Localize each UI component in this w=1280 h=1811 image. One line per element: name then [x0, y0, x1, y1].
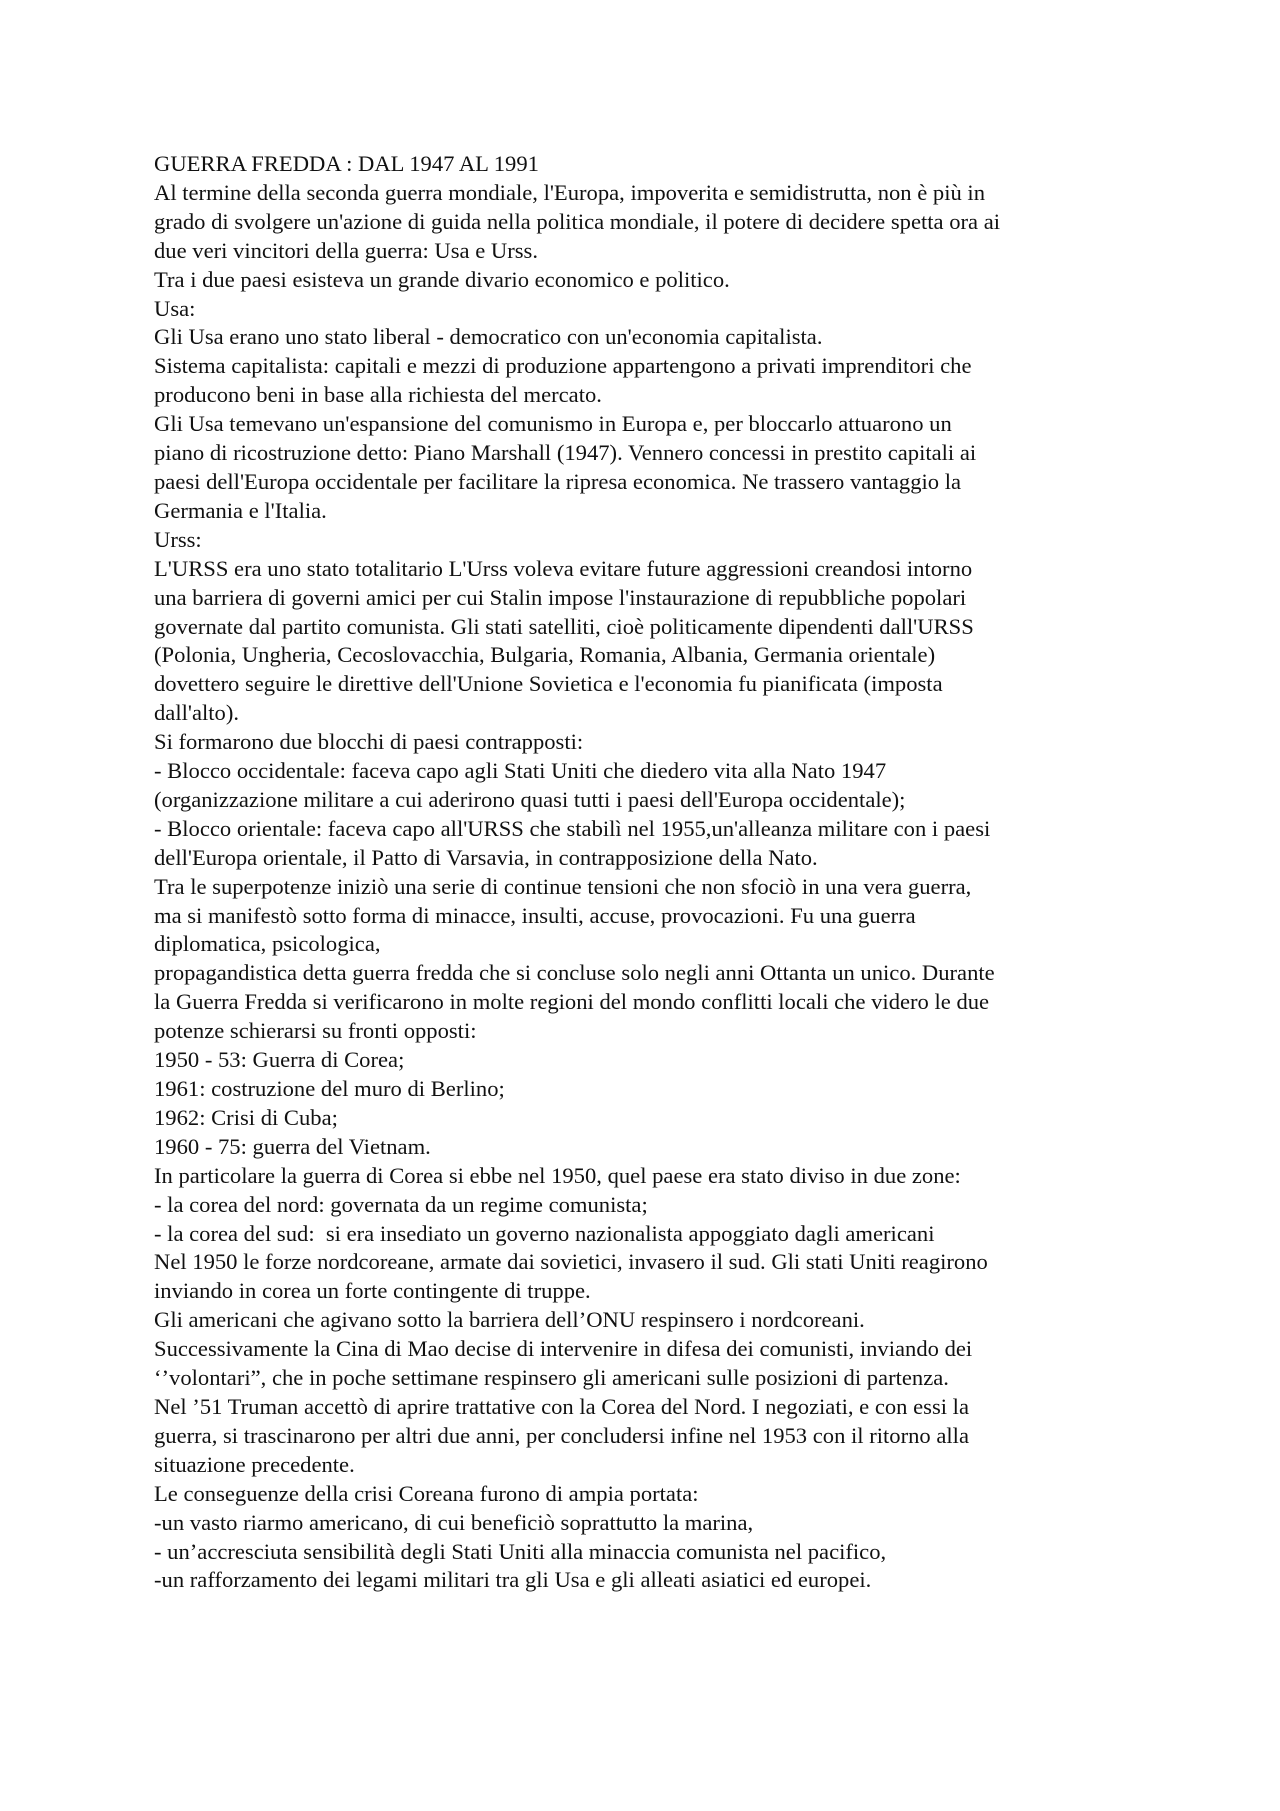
- text-line: Nel 1950 le forze nordcoreane, armate dai sovietici, invasero il sud. Gli stati Uniti reagirono: [154, 1249, 988, 1275]
- text-line: Nel ’51 Truman accettò di aprire trattative con la Corea del Nord. I negoziati, e con essi la: [154, 1393, 969, 1419]
- text-line: - la corea del nord: governata da un regime comunista;: [154, 1191, 648, 1217]
- text-line: - un’accresciuta sensibilità degli Stati Uniti alla minaccia comunista nel pacifico,: [154, 1538, 887, 1564]
- text-line: - Blocco orientale: faceva capo all'URSS che stabilì nel 1955,un'alleanza militare con i paesi: [154, 815, 991, 841]
- text-line: una barriera di governi amici per cui Stalin impose l'instaurazione di repubbliche popolari: [154, 584, 967, 610]
- text-line: Si formarono due blocchi di paesi contrapposti:: [154, 729, 584, 755]
- text-line: guerra, si trascinarono per altri due anni, per concludersi infine nel 1953 con il ritorno alla: [154, 1422, 969, 1448]
- text-line: (Polonia, Ungheria, Cecoslovacchia, Bulgaria, Romania, Albania, Germania orientale): [154, 642, 936, 668]
- text-line: la Guerra Fredda si verificarono in molte regioni del mondo conflitti locali che videro le due: [154, 989, 990, 1015]
- document-text-lines: [154, 179, 1144, 1595]
- text-line: potenze schierarsi su fronti opposti:: [154, 1018, 477, 1044]
- text-line: propagandistica detta guerra fredda che si concluse solo negli anni Ottanta un unico. Durante: [154, 960, 995, 986]
- text-line: due veri vincitori della guerra: Usa e Urss.: [154, 237, 538, 263]
- text-line: Gli Usa temevano un'espansione del comunismo in Europa e, per bloccarlo attuarono un: [154, 411, 952, 437]
- text-line: situazione precedente.: [154, 1451, 355, 1477]
- text-line: producono beni in base alla richiesta del mercato.: [154, 382, 602, 408]
- text-line: Sistema capitalista: capitali e mezzi di produzione appartengono a privati imprenditori che: [154, 353, 972, 379]
- text-line: 1961: costruzione del muro di Berlino;: [154, 1076, 505, 1101]
- text-line: Tra i due paesi esisteva un grande divario economico e politico.: [154, 266, 730, 292]
- text-line: ma si manifestò sotto forma di minacce, insulti, accuse, provocazioni. Fu una guerra: [154, 902, 916, 928]
- text-line: Le conseguenze della crisi Coreana furono di ampia portata:: [154, 1480, 699, 1506]
- text-line: 1962: Crisi di Cuba;: [154, 1104, 338, 1130]
- text-line: Urss:: [154, 526, 202, 552]
- text-line: - la corea del sud: si era insediato un governo nazionalista appoggiato dagli americani: [154, 1220, 935, 1246]
- text-line: governate dal partito comunista. Gli stati satelliti, cioè politicamente dipendenti dall'URSS: [154, 613, 974, 639]
- document-body: [154, 150, 1144, 1595]
- text-line: -un rafforzamento dei legami militari tra gli Usa e gli alleati asiatici ed europei.: [154, 1567, 872, 1593]
- text-line: dovettero seguire le direttive dell'Unione Sovietica e l'economia fu pianificata (imposta: [154, 671, 943, 697]
- text-line: dell'Europa orientale, il Patto di Varsavia, in contrapposizione della Nato.: [154, 844, 818, 870]
- text-line: Tra le superpotenze iniziò una serie di continue tensioni che non sfociò in una vera guerra,: [154, 873, 972, 899]
- text-line: Gli Usa erano uno stato liberal - democratico con un'economia capitalista.: [154, 324, 823, 350]
- text-line: inviando in corea un forte contingente di truppe.: [154, 1278, 591, 1304]
- text-line: paesi dell'Europa occidentale per facilitare la ripresa economica. Ne trassero vantaggio la: [154, 468, 962, 494]
- text-line: -un vasto riarmo americano, di cui beneficiò soprattutto la marina,: [154, 1509, 754, 1535]
- text-line: 1950 - 53: Guerra di Corea;: [154, 1047, 405, 1073]
- text-line: L'URSS era uno stato totalitario L'Urss voleva evitare future aggressioni creandosi intorno: [154, 555, 973, 581]
- text-line: Gli americani che agivano sotto la barriera dell’ONU respinsero i nordcoreani.: [154, 1307, 865, 1333]
- text-line: grado di svolgere un'azione di guida nella politica mondiale, il potere di decidere spetta ora ai: [154, 208, 1001, 234]
- text-line: In particolare la guerra di Corea si ebbe nel 1950, quel paese era stato diviso in due zone:: [154, 1162, 961, 1188]
- text-line: (organizzazione militare a cui aderirono quasi tutti i paesi dell'Europa occidentale);: [154, 786, 906, 812]
- text-line: 1960 - 75: guerra del Vietnam.: [154, 1133, 431, 1159]
- document-title: GUERRA FREDDA : DAL 1947 AL 1991: [154, 151, 539, 176]
- text-line: ‘’volontari”, che in poche settimane respinsero gli americani sulle posizioni di partenza.: [154, 1365, 949, 1391]
- text-line: - Blocco occidentale: faceva capo agli Stati Uniti che diedero vita alla Nato 1947: [154, 758, 887, 784]
- text-line: Successivamente la Cina di Mao decise di intervenire in difesa dei comunisti, inviando dei: [154, 1336, 973, 1362]
- text-line: Usa:: [154, 295, 196, 321]
- text-line: Germania e l'Italia.: [154, 497, 327, 523]
- text-line: diplomatica, psicologica,: [154, 931, 381, 957]
- text-line: dall'alto).: [154, 700, 240, 726]
- text-line: Al termine della seconda guerra mondiale, l'Europa, impoverita e semidistrutta, non è più in: [154, 179, 986, 205]
- text-line: piano di ricostruzione detto: Piano Marshall (1947). Vennero concessi in prestito capitali ai: [154, 440, 977, 466]
